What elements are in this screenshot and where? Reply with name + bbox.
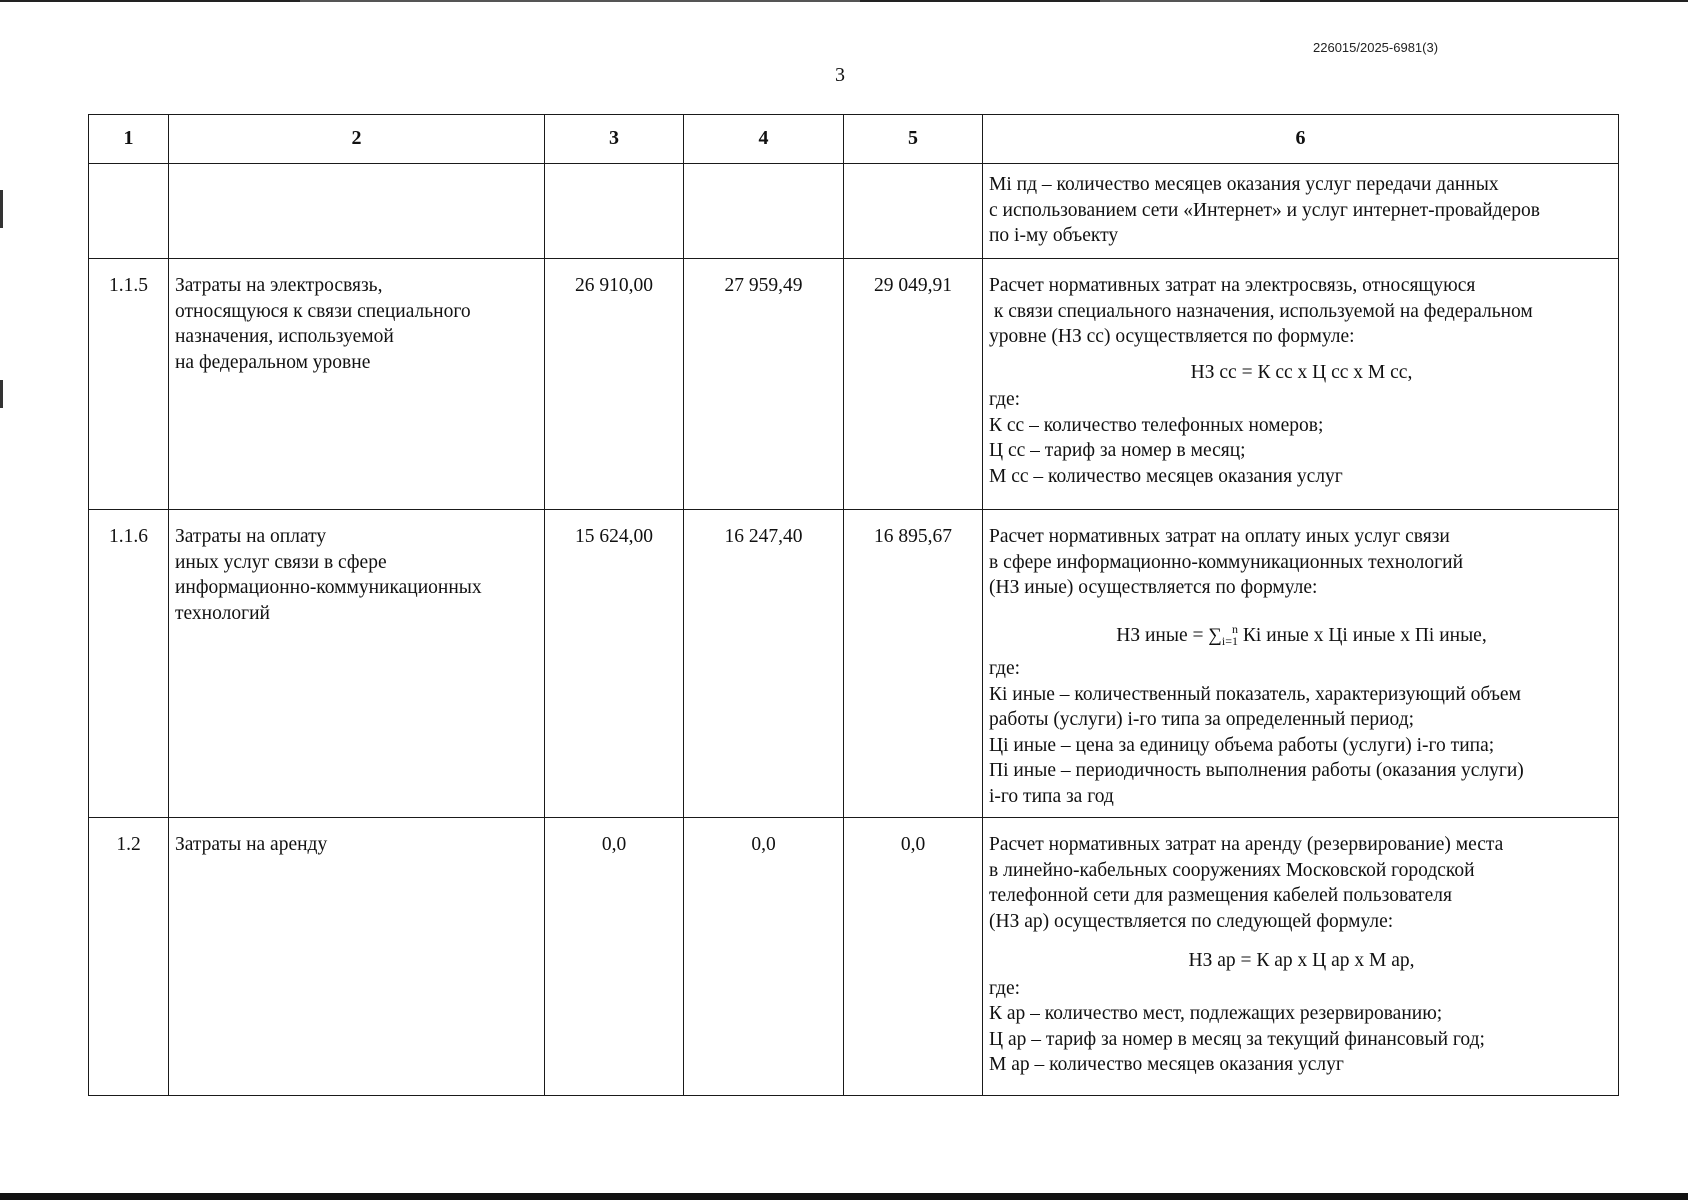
definition-line: М сс – количество месяцев оказания услуг: [989, 465, 1343, 487]
column-header: 5: [844, 115, 983, 164]
name-line: технологий: [175, 602, 270, 624]
description-line: в сфере информационно-коммуникационных технологий: [989, 551, 1464, 573]
value-col3: 0,0: [545, 818, 684, 1096]
row-description: [983, 164, 1619, 259]
row-description: [983, 818, 1619, 1096]
value-col5: 29 049,91: [844, 259, 983, 510]
table-row: [89, 259, 1619, 510]
formula-left: НЗ иные =: [1116, 624, 1204, 646]
value-col5: 16 895,67: [844, 510, 983, 818]
column-header: 4: [684, 115, 844, 164]
where-label: где:: [989, 977, 1021, 999]
description-line: Расчет нормативных затрат на оплату иных услуг связи: [989, 526, 1450, 547]
description-line: в линейно-кабельных сооружениях Московской городской: [989, 859, 1475, 881]
scan-bottom-border: [0, 1193, 1688, 1200]
description-line: к связи специального назначения, используемой на федеральном: [989, 300, 1533, 322]
definition-line: Кi иные – количественный показатель, характеризующий объем: [989, 683, 1521, 705]
description-line: по i-му объекту: [989, 225, 1119, 246]
row-number: 1.1.5: [89, 259, 169, 510]
row-description: [983, 259, 1619, 510]
row-name: [169, 259, 545, 510]
where-label: где:: [989, 389, 1021, 410]
scan-top-fragment: [1100, 0, 1260, 2]
definition-line: Пi иные – периодичность выполнения работы (оказания услуги): [989, 760, 1524, 781]
description-line: Расчет нормативных затрат на аренду (резервирование) места: [989, 834, 1504, 855]
formula: НЗ ар = К ар x Ц ар x М ар,: [1188, 950, 1415, 971]
column-header: 2: [169, 115, 545, 164]
description-line: (НЗ ар) осуществляется по следующей формуле:: [989, 910, 1394, 932]
row-name: [169, 510, 545, 818]
definition-line: Ц ар – тариф за номер в месяц за текущий финансовый год;: [989, 1028, 1485, 1050]
description-line: Мi пд – количество месяцев оказания услуг передачи данных: [989, 174, 1499, 195]
table-row-continuation: [89, 164, 1619, 259]
value-col4: 0,0: [684, 818, 844, 1096]
definition-line: работы (услуги) i-го типа за определенный период;: [989, 709, 1415, 730]
row-name: [169, 818, 545, 1096]
description-line: телефонной сети для размещения кабелей пользователя: [989, 885, 1452, 906]
column-header: 6: [983, 115, 1619, 164]
scan-left-mark: [0, 190, 3, 228]
row-number: 1.1.6: [89, 510, 169, 818]
formula: [989, 617, 1614, 655]
sum-symbol: ∑: [1208, 624, 1222, 646]
description-line: с использованием сети «Интернет» и услуг интернет-провайдеров: [989, 199, 1540, 221]
definition-line: Ц сс – тариф за номер в месяц;: [989, 440, 1246, 461]
description-line: (НЗ иные) осуществляется по формуле:: [989, 577, 1318, 598]
row-number: 1.2: [89, 818, 169, 1096]
value-col4: 16 247,40: [684, 510, 844, 818]
name-line: Затраты на оплату: [175, 526, 327, 547]
definition-line: i-го типа за год: [989, 785, 1114, 807]
document-number: 226015/2025-6981(3): [1313, 40, 1439, 55]
page-number: 3: [835, 64, 845, 86]
where-label: где:: [989, 658, 1021, 679]
value-col3: 26 910,00: [545, 259, 684, 510]
table-row: [89, 510, 1619, 818]
name-line: Затраты на аренду: [175, 834, 328, 855]
formula-right: Кi иные x Цi иные x Пi иные,: [1242, 624, 1487, 646]
value-col4: 27 959,49: [684, 259, 844, 510]
row-description: [983, 510, 1619, 818]
table-row: [89, 818, 1619, 1096]
sum-lower-index: i=1: [1221, 633, 1239, 648]
name-line: на федеральном уровне: [175, 351, 371, 373]
description-line: уровне (НЗ сс) осуществляется по формуле:: [989, 326, 1355, 347]
scan-top-fragment: [300, 0, 860, 2]
name-line: назначения, используемой: [175, 326, 394, 347]
name-line: иных услуг связи в сфере: [175, 551, 387, 573]
column-header: 3: [545, 115, 684, 164]
description-line: Расчет нормативных затрат на электросвязь, относящуюся: [989, 275, 1476, 296]
column-header: 1: [89, 115, 169, 164]
definition-line: М ар – количество месяцев оказания услуг: [989, 1054, 1344, 1075]
value-col5: 0,0: [844, 818, 983, 1096]
definition-line: Цi иные – цена за единицу объема работы (услуги) i-го типа;: [989, 734, 1495, 756]
scan-left-mark: [0, 380, 3, 408]
table-header-row: [89, 115, 1619, 164]
definition-line: К сс – количество телефонных номеров;: [989, 414, 1324, 436]
name-line: информационно-коммуникационных: [175, 577, 482, 598]
definition-line: К ар – количество мест, подлежащих резервированию;: [989, 1003, 1443, 1024]
sum-upper-index: n: [1232, 621, 1239, 636]
name-line: относящуюся к связи специального: [175, 300, 471, 322]
value-col3: 15 624,00: [545, 510, 684, 818]
name-line: Затраты на электросвязь,: [175, 275, 383, 296]
formula: НЗ сс = К сс x Ц сс x М сс,: [1190, 361, 1413, 383]
cost-table: [88, 114, 1619, 1096]
